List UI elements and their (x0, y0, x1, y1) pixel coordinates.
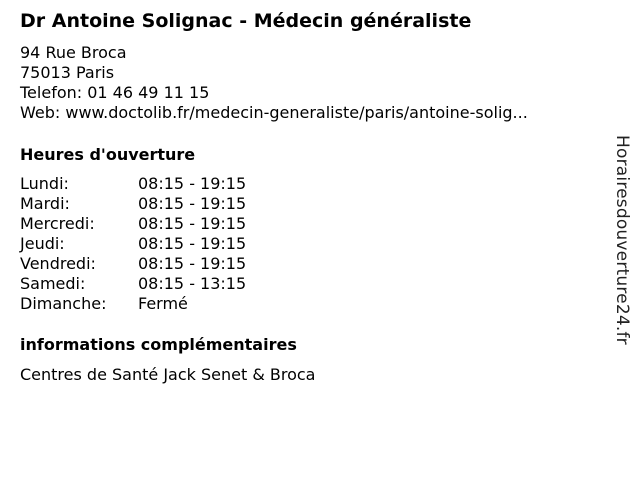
day-label: Samedi: (20, 274, 86, 293)
time-value: 08:15 - 13:15 (138, 274, 247, 293)
hours-row-monday (20, 174, 246, 194)
hours-row-thursday (20, 234, 246, 254)
site-watermark: Horairesdouverture24.fr (612, 135, 632, 345)
additional-info-heading: informations complémentaires (20, 335, 297, 354)
phone-number[interactable]: Telefon: 01 46 49 11 15 (20, 83, 210, 102)
day-label: Vendredi: (20, 254, 96, 273)
day-label: Jeudi: (20, 234, 65, 253)
time-value: Fermé (138, 294, 188, 313)
hours-row-friday (20, 254, 246, 274)
page-title: Dr Antoine Solignac - Médecin généraliste (20, 10, 472, 32)
day-label: Dimanche: (20, 294, 107, 313)
hours-row-sunday (20, 294, 246, 314)
opening-hours-list (20, 174, 246, 314)
opening-hours-heading: Heures d'ouverture (20, 145, 196, 164)
address-block (20, 43, 528, 123)
website-link[interactable]: Web: www.doctolib.fr/medecin-generaliste/paris/antoine-solig... (20, 103, 528, 122)
street-address: 94 Rue Broca (20, 43, 127, 62)
city-address: 75013 Paris (20, 63, 115, 82)
time-value: 08:15 - 19:15 (138, 174, 247, 193)
day-label: Mercredi: (20, 214, 95, 233)
hours-row-wednesday (20, 214, 246, 234)
time-value: 08:15 - 19:15 (138, 194, 247, 213)
day-label: Lundi: (20, 174, 69, 193)
time-value: 08:15 - 19:15 (138, 234, 247, 253)
hours-row-saturday (20, 274, 246, 294)
additional-info-text: Centres de Santé Jack Senet & Broca (20, 365, 316, 384)
time-value: 08:15 - 19:15 (138, 254, 247, 273)
day-label: Mardi: (20, 194, 70, 213)
time-value: 08:15 - 19:15 (138, 214, 247, 233)
hours-row-tuesday (20, 194, 246, 214)
